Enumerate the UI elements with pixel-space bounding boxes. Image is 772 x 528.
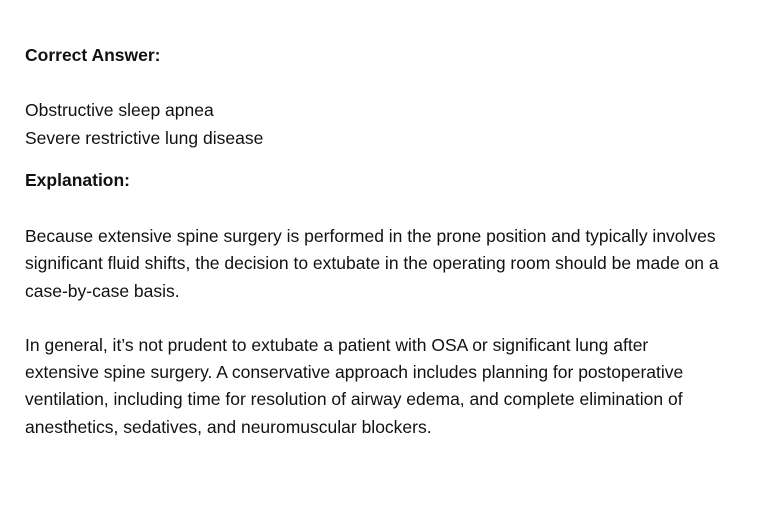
- explanation-heading: Explanation:: [25, 170, 131, 190]
- correct-answer-heading: Correct Answer:: [25, 45, 161, 65]
- correct-answer-list: [25, 97, 747, 152]
- explanation-paragraph: Because extensive spine surgery is performed in the prone position and typically involves significant fluid shifts, the decision to extubate in the operating room should be made on a case-by-case basis.: [25, 226, 719, 301]
- correct-answer-item: Severe restrictive lung disease: [25, 127, 264, 148]
- explanation-paragraph: In general, it’s not prudent to extubate a patient with OSA or significant lung after extensive spine surgery. A conservative approach includes planning for postoperative ventilation, including time for resolution of airway edema, and complete elimination of anesthetics, sedatives, and neuromuscular blockers.: [25, 334, 684, 437]
- correct-answer-item: Obstructive sleep apnea: [25, 100, 214, 120]
